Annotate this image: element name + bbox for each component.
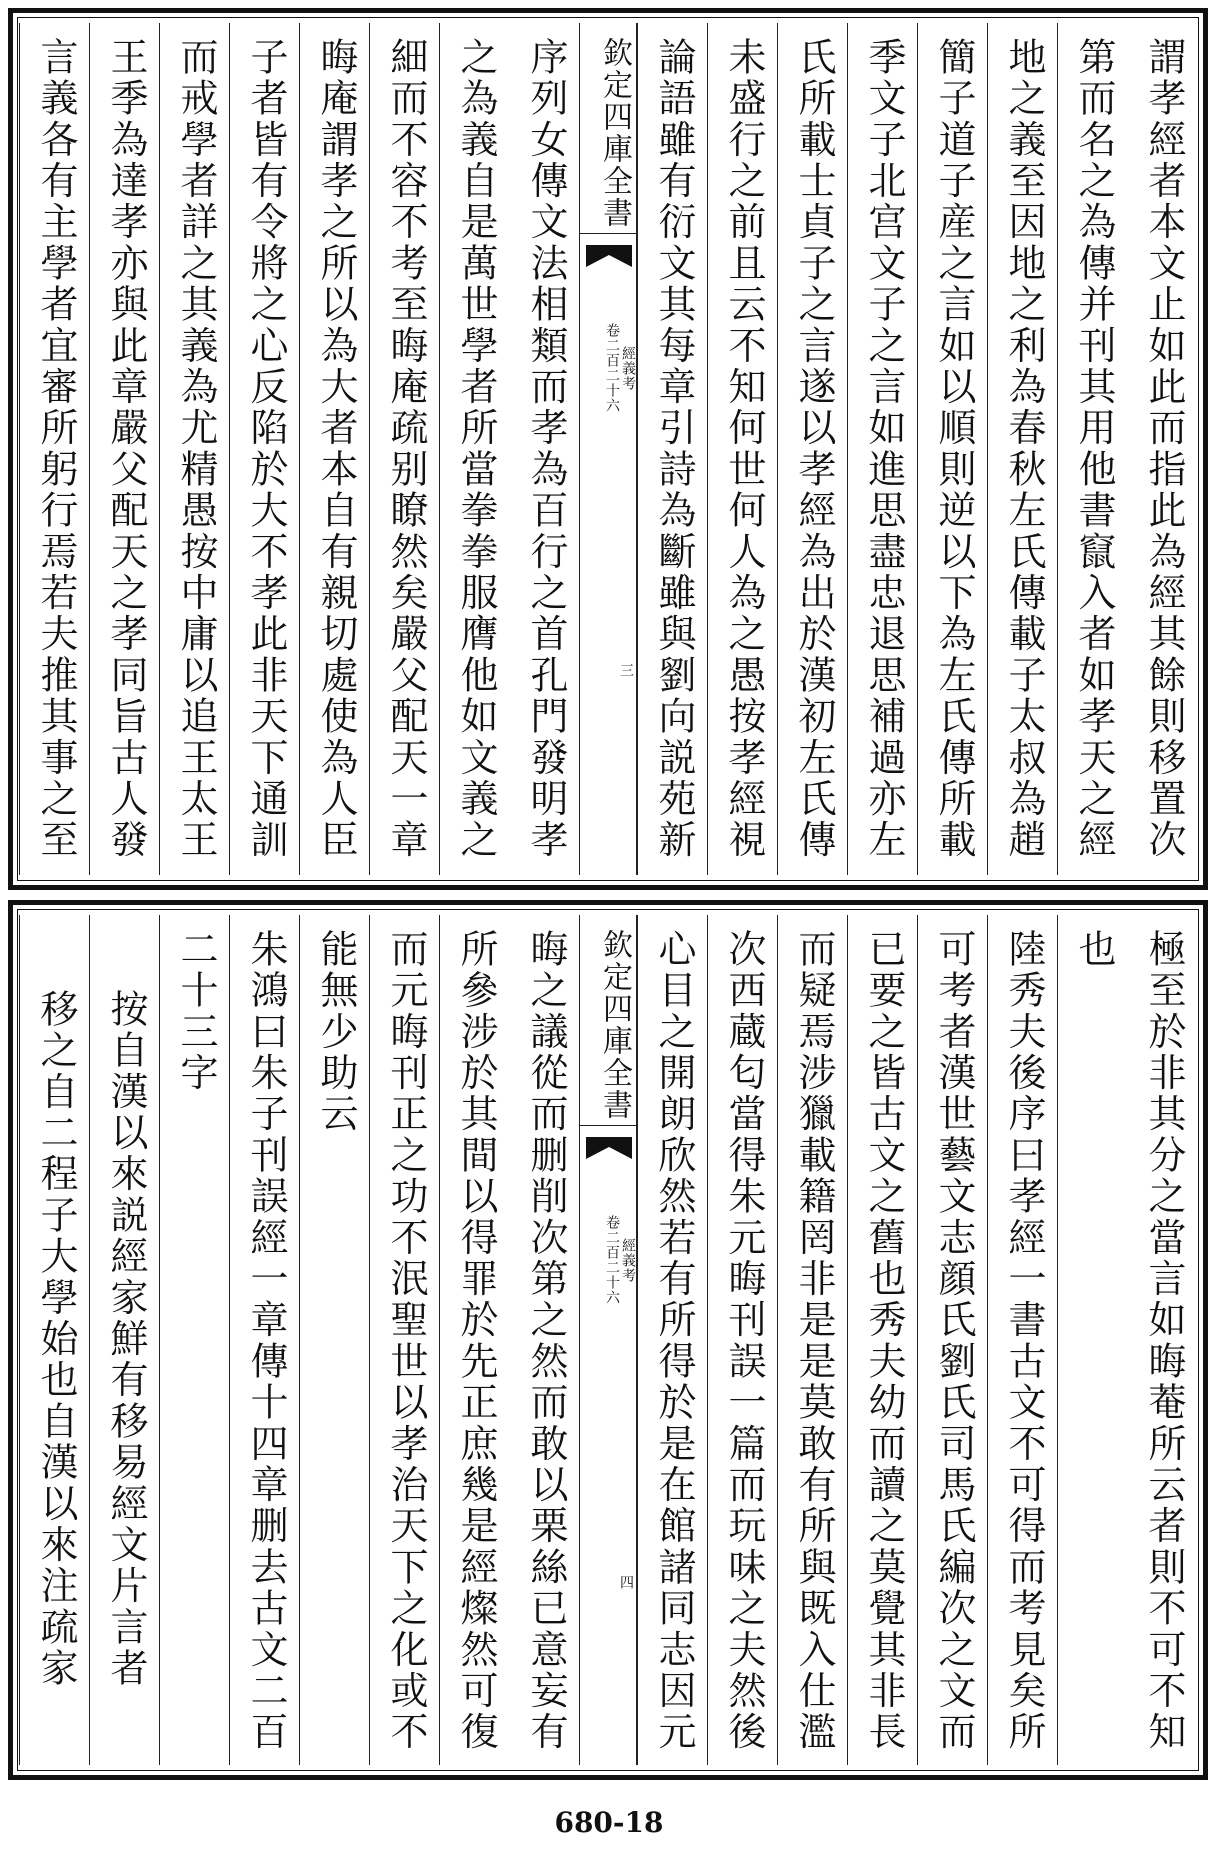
running-head: 欽定四庫全書 <box>580 33 636 234</box>
center-fold-column <box>579 915 637 1765</box>
fishtail-ornament-icon <box>586 245 632 275</box>
volume-meta <box>580 1215 636 1305</box>
text-column: 簡子道子産之言如以順則逆以下為左氏傳所載 <box>917 23 987 875</box>
text-area-top <box>19 19 1197 879</box>
text-column: 可考者漢世藝文志顔氏劉氏司馬氏編次之文而 <box>917 915 987 1765</box>
text-column: 晦之議從而删削次第之然而敢以栗絲已意妄有 <box>524 929 568 1753</box>
text-column: 王季為達孝亦與此章嚴父配天之孝同旨古人發 <box>89 23 159 875</box>
text-column: 細而不容不考至晦庵疏别瞭然矣嚴父配天一章 <box>369 23 439 875</box>
text-column: 論語雖有衍文其每章引詩為斷雖與劉向説苑新 <box>637 23 707 875</box>
fishtail-ornament-icon <box>586 1137 632 1167</box>
text-column: 移之自二程子大學始也自漢以來注疏家 <box>19 915 89 1765</box>
book-title-short: 經義考 <box>620 345 636 391</box>
text-column: 陸秀夫後序曰孝經一書古文不可得而考見矣所 <box>987 915 1057 1765</box>
text-column: 地之義至因地之利為春秋左氏傳載子太叔為趙 <box>987 23 1057 875</box>
text-column: 序列女傳文法相類而孝為百行之首孔門發明孝 <box>524 37 568 861</box>
text-column: 次西蔵匂當得朱元晦刊誤一篇而玩味之夫然後 <box>707 915 777 1765</box>
text-column: 而戒學者詳之其義為尤精愚按中庸以追王太王 <box>159 23 229 875</box>
leaf-number: 三 <box>618 663 634 677</box>
page-footer-number: 680-18 <box>554 1806 664 1839</box>
text-column: 也 <box>1057 915 1127 1765</box>
text-column: 言義各有主學者宜審所躬行焉若夫推其事之至 <box>19 23 89 875</box>
text-column: 已要之皆古文之舊也秀夫幼而讀之莫覺其非長 <box>847 915 917 1765</box>
text-column: 氏所載士貞子之言遂以孝經為出於漢初左氏傳 <box>777 23 847 875</box>
text-column: 第而名之為傳并刊其用他書竄入者如孝天之經 <box>1057 23 1127 875</box>
text-column: 子者皆有令將之心反陷於大不孝此非天下通訓 <box>229 23 299 875</box>
text-column: 所參涉於其間以得罪於先正庶幾是經燦然可復 <box>439 915 509 1765</box>
book-title-short: 經義考 <box>620 1237 636 1283</box>
text-column: 而元晦刊正之功不泯聖世以孝治天下之化或不 <box>369 915 439 1765</box>
text-column: 按自漢以來説經家鮮有移易經文片言者 <box>89 915 159 1765</box>
text-column: 能無少助云 <box>299 915 369 1765</box>
page-sheet-top <box>8 8 1208 890</box>
page-sheet-bottom <box>8 900 1208 1780</box>
text-column: 之為義自是萬世學者所當拳拳服膺他如文義之 <box>439 23 509 875</box>
leaf-number: 四 <box>618 1575 634 1589</box>
center-fold-column <box>579 23 637 875</box>
volume-number: 卷二百二十六 <box>604 323 620 413</box>
volume-number: 卷二百二十六 <box>604 1215 620 1305</box>
text-column: 心目之開朗欣然若有所得於是在館諸同志因元 <box>637 915 707 1765</box>
text-column: 晦庵謂孝之所以為大者本自有親切處使為人臣 <box>299 23 369 875</box>
text-column: 而疑焉涉獵載籍罔非是是莫敢有所與既入仕濫 <box>777 915 847 1765</box>
volume-meta <box>580 323 636 413</box>
text-column: 季文子北宫文子之言如進思盡忠退思補過亦左 <box>847 23 917 875</box>
text-column: 極至於非其分之當言如晦菴所云者則不可不知 <box>1142 929 1186 1753</box>
text-column: 謂孝經者本文止如此而指此為經其餘則移置次 <box>1142 37 1186 861</box>
text-column: 未盛行之前且云不知何世何人為之愚按孝經視 <box>707 23 777 875</box>
running-head: 欽定四庫全書 <box>580 925 636 1126</box>
text-area-bottom <box>19 911 1197 1769</box>
text-column: 二十三字 <box>159 915 229 1765</box>
text-column: 朱鴻曰朱子刊誤經一章傳十四章删去古文二百 <box>229 915 299 1765</box>
